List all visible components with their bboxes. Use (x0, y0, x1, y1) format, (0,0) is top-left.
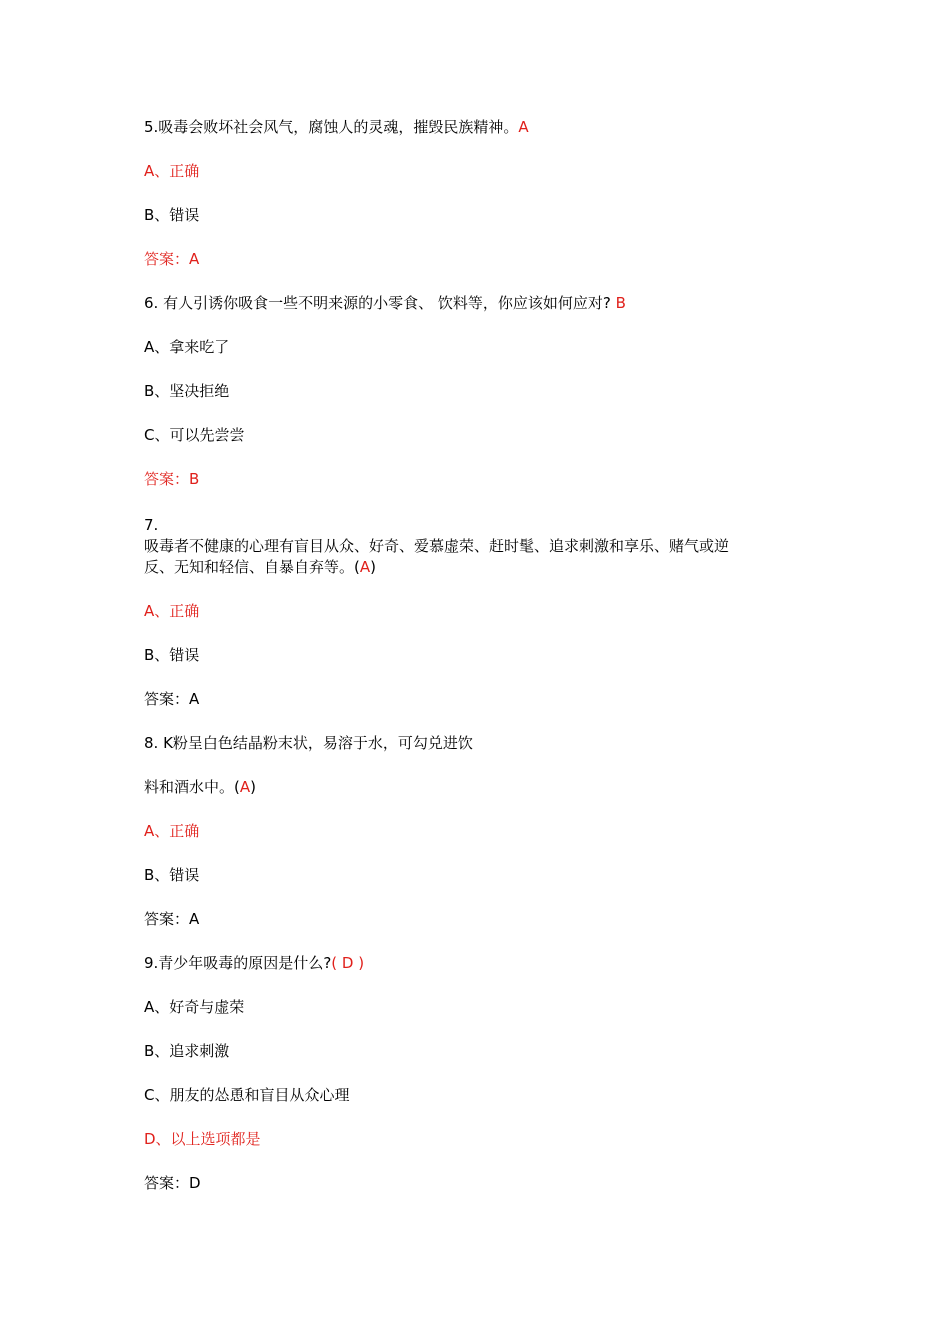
question-8-option-b: B、错误 (144, 866, 200, 884)
close-paren: ) (250, 778, 256, 796)
question-9-option-b: B、追求刺激 (144, 1042, 230, 1060)
question-text: 料和酒水中。( (144, 778, 240, 796)
question-8-option-a: A、正确 (144, 822, 200, 840)
question-6-option-a: A、拿来吃了 (144, 338, 230, 356)
question-9-answer: 答案：D (144, 1174, 201, 1192)
question-5-option-a: A、正确 (144, 162, 200, 180)
question-6-stem (144, 292, 626, 314)
question-6-answer: 答案：B (144, 470, 200, 488)
question-9-stem (144, 952, 364, 974)
close-paren: ) (370, 558, 376, 576)
answer-key: A (518, 118, 529, 136)
question-text: 9.青少年吸毒的原因是什么? (144, 954, 332, 972)
question-9-option-d: D、以上选项都是 (144, 1130, 261, 1148)
question-text: 反、无知和轻信、自暴自弃等。( (144, 558, 360, 576)
question-5-stem (144, 116, 529, 138)
answer-key: A (359, 558, 371, 576)
question-7-option-b: B、错误 (144, 646, 200, 664)
question-5-option-b: B、错误 (144, 206, 200, 224)
question-text: 6. 有人引诱你吸食一些不明来源的小零食、 饮料等，你应该如何应对? (144, 294, 611, 312)
question-text: 5.吸毒会败坏社会风气，腐蚀人的灵魂，摧毁民族精神。 (144, 118, 519, 136)
question-7-stem-line2 (144, 556, 376, 578)
question-5-answer: 答案：A (144, 250, 200, 268)
question-9-option-c: C、朋友的怂恿和盲目从众心理 (144, 1086, 350, 1104)
question-7-stem-line1: 吸毒者不健康的心理有盲目从众、好奇、爱慕虚荣、赶时髦、追求刺激和享乐、赌气或逆 (144, 537, 730, 555)
question-8-answer: 答案：A (144, 910, 200, 928)
answer-key: A (239, 778, 251, 796)
question-7-answer: 答案：A (144, 690, 200, 708)
question-7-number: 7. (144, 516, 159, 534)
question-6-option-b: B、坚决拒绝 (144, 382, 230, 400)
question-6-option-c: C、可以先尝尝 (144, 426, 245, 444)
answer-key: B (615, 294, 626, 312)
question-7-option-a: A、正确 (144, 602, 200, 620)
answer-key: ( D ) (331, 954, 365, 972)
question-8-stem-line1: 8. K粉呈白色结晶粉末状，易溶于水，可勾兑进饮 (144, 734, 473, 752)
question-9-option-a: A、好奇与虚荣 (144, 998, 245, 1016)
question-8-stem-line2 (144, 776, 256, 798)
